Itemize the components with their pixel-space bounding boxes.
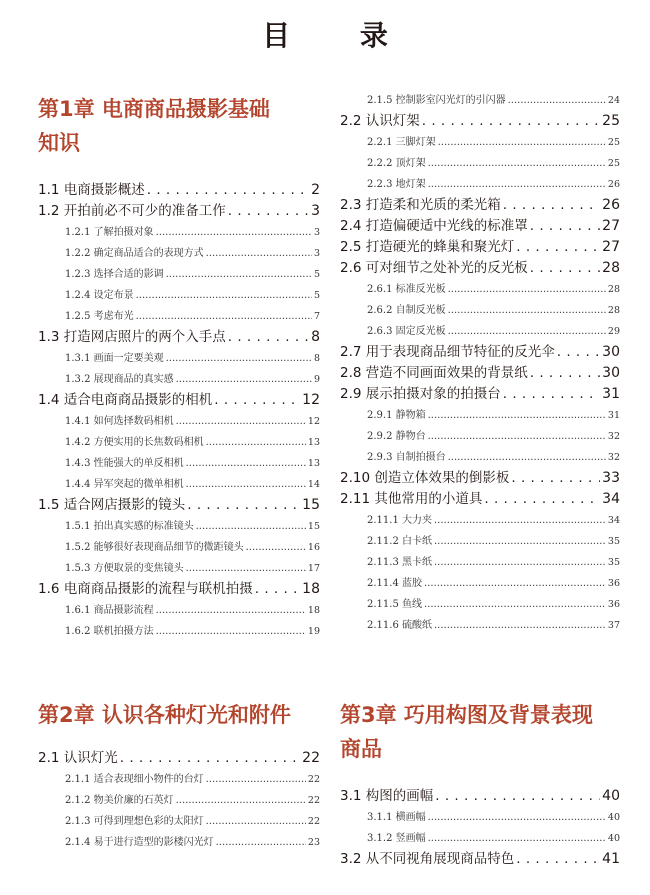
entry-label: 1.1 电商摄影概述 bbox=[38, 182, 145, 198]
toc-section-entry bbox=[340, 111, 620, 132]
entry-page-number: 8 bbox=[313, 353, 320, 364]
dot-leader bbox=[187, 495, 300, 516]
toc-section-entry bbox=[38, 390, 320, 411]
entry-label: 1.4.2 方便实用的长焦数码相机 bbox=[65, 437, 204, 448]
toc-subsection-entry bbox=[38, 264, 320, 285]
toc-section-entry bbox=[340, 489, 620, 510]
right-column-top bbox=[340, 90, 620, 636]
entry-page-number: 25 bbox=[607, 137, 620, 148]
toc-subsection-entry bbox=[38, 558, 320, 579]
entry-page-number: 35 bbox=[607, 536, 620, 547]
entry-page-number: 7 bbox=[313, 311, 320, 322]
entry-page-number: 3 bbox=[313, 248, 320, 259]
toc-subsection-entry bbox=[340, 807, 620, 828]
dot-leader bbox=[424, 594, 606, 615]
entry-label: 1.4.4 异军突起的微单相机 bbox=[65, 479, 184, 490]
dot-leader bbox=[503, 195, 600, 216]
entry-page-number: 40 bbox=[607, 812, 620, 823]
toc-subsection-entry bbox=[38, 432, 320, 453]
dot-leader bbox=[166, 348, 312, 369]
entry-label: 2.1.2 物美价廉的石英灯 bbox=[65, 795, 174, 806]
entry-page-number: 18 bbox=[307, 605, 320, 616]
toc-section-entry bbox=[340, 258, 620, 279]
entry-label: 2.2.2 顶灯架 bbox=[367, 158, 426, 169]
toc-section-entry bbox=[340, 195, 620, 216]
toc-subsection-entry bbox=[38, 811, 320, 832]
dot-leader bbox=[428, 174, 606, 195]
entry-label: 1.2 开拍前必不可少的准备工作 bbox=[38, 203, 226, 219]
entry-label: 1.3.1 画面一定要美观 bbox=[65, 353, 164, 364]
toc-subsection-entry bbox=[340, 510, 620, 531]
entry-label: 1.6 电商商品摄影的流程与联机拍摄 bbox=[38, 581, 253, 597]
entry-page-number: 25 bbox=[607, 158, 620, 169]
dot-leader bbox=[186, 558, 306, 579]
entry-label: 2.7 用于表现商品细节特征的反光伞 bbox=[340, 344, 555, 360]
entry-label: 2.1 认识灯光 bbox=[38, 750, 118, 766]
entry-page-number: 31 bbox=[602, 386, 620, 402]
toc-subsection-entry bbox=[38, 222, 320, 243]
toc-section-entry bbox=[340, 216, 620, 237]
entry-page-number: 34 bbox=[602, 491, 620, 507]
toc-list bbox=[340, 786, 620, 870]
toc-subsection-entry bbox=[38, 537, 320, 558]
entry-label: 2.4 打造偏硬适中光线的标准罩 bbox=[340, 218, 528, 234]
entry-label: 1.4.1 如何选择数码相机 bbox=[65, 416, 174, 427]
dot-leader bbox=[255, 579, 300, 600]
dot-leader bbox=[156, 600, 306, 621]
entry-page-number: 34 bbox=[607, 515, 620, 526]
entry-label: 2.1.3 可得到理想色彩的太阳灯 bbox=[65, 816, 204, 827]
entry-page-number: 28 bbox=[607, 305, 620, 316]
entry-label: 2.6.1 标准反光板 bbox=[367, 284, 446, 295]
entry-label: 2.9.1 静物箱 bbox=[367, 410, 426, 421]
toc-section-entry bbox=[340, 342, 620, 363]
entry-label: 2.11.6 硫酸纸 bbox=[367, 620, 432, 631]
entry-label: 2.11.1 大力夹 bbox=[367, 515, 432, 526]
entry-label: 2.6.3 固定反光板 bbox=[367, 326, 446, 337]
entry-label: 1.2.1 了解拍摄对象 bbox=[65, 227, 154, 238]
chapter1-title-line1: 第1章 电商商品摄影基础 bbox=[38, 97, 270, 121]
entry-label: 1.4 适合电商商品摄影的相机 bbox=[38, 392, 213, 408]
dot-leader bbox=[424, 573, 606, 594]
dot-leader bbox=[120, 748, 300, 769]
toc-section-entry bbox=[38, 180, 320, 201]
toc-subsection-entry bbox=[38, 621, 320, 642]
entry-page-number: 14 bbox=[307, 479, 320, 490]
entry-page-number: 28 bbox=[602, 260, 620, 276]
entry-label: 2.11 其他常用的小道具 bbox=[340, 491, 483, 507]
entry-page-number: 13 bbox=[307, 437, 320, 448]
entry-page-number: 30 bbox=[602, 365, 620, 381]
dot-leader bbox=[428, 828, 606, 849]
entry-page-number: 13 bbox=[307, 458, 320, 469]
dot-leader bbox=[136, 306, 312, 327]
entry-label: 1.4.3 性能强大的单反相机 bbox=[65, 458, 184, 469]
dot-leader bbox=[508, 90, 606, 111]
entry-page-number: 32 bbox=[607, 431, 620, 442]
chapter3-title-line2: 商品 bbox=[340, 737, 382, 761]
entry-page-number: 2 bbox=[311, 182, 320, 198]
dot-leader bbox=[196, 516, 306, 537]
dot-leader bbox=[147, 180, 309, 201]
dot-leader bbox=[448, 447, 606, 468]
entry-page-number: 15 bbox=[302, 497, 320, 513]
entry-page-number: 30 bbox=[602, 344, 620, 360]
entry-page-number: 36 bbox=[607, 578, 620, 589]
entry-page-number: 35 bbox=[607, 557, 620, 568]
entry-label: 2.1.5 控制影室闪光灯的引闪器 bbox=[367, 95, 506, 106]
dot-leader bbox=[176, 369, 312, 390]
toc-section-entry bbox=[340, 849, 620, 870]
dot-leader bbox=[428, 807, 606, 828]
entry-label: 1.5.3 方便取景的变焦镜头 bbox=[65, 563, 184, 574]
entry-label: 2.2.1 三脚灯架 bbox=[367, 137, 436, 148]
dot-leader bbox=[228, 327, 309, 348]
dot-leader bbox=[484, 489, 600, 510]
entry-label: 2.6 可对细节之处补光的反光板 bbox=[340, 260, 528, 276]
chapter3-title-line1: 第3章 巧用构图及背景表现 bbox=[340, 703, 593, 727]
entry-page-number: 15 bbox=[307, 521, 320, 532]
entry-label: 1.2.4 设定布景 bbox=[65, 290, 134, 301]
entry-label: 2.11.5 鱼线 bbox=[367, 599, 422, 610]
dot-leader bbox=[206, 243, 312, 264]
toc-section-entry bbox=[340, 237, 620, 258]
toc-subsection-entry bbox=[340, 90, 620, 111]
dot-leader bbox=[422, 111, 600, 132]
entry-page-number: 27 bbox=[602, 218, 620, 234]
entry-page-number: 40 bbox=[607, 833, 620, 844]
entry-label: 2.2 认识灯架 bbox=[340, 113, 420, 129]
dot-leader bbox=[166, 264, 312, 285]
toc-subsection-entry bbox=[38, 453, 320, 474]
dot-leader bbox=[448, 321, 606, 342]
entry-label: 1.6.1 商品摄影流程 bbox=[65, 605, 154, 616]
entry-page-number: 29 bbox=[607, 326, 620, 337]
entry-page-number: 22 bbox=[307, 795, 320, 806]
entry-label: 2.11.4 蓝胶 bbox=[367, 578, 422, 589]
entry-label: 1.2.2 确定商品适合的表现方式 bbox=[65, 248, 204, 259]
entry-label: 2.9.2 静物台 bbox=[367, 431, 426, 442]
entry-label: 2.8 营造不同画面效果的背景纸 bbox=[340, 365, 528, 381]
entry-label: 2.10 创造立体效果的倒影板 bbox=[340, 470, 510, 486]
entry-page-number: 5 bbox=[313, 269, 320, 280]
entry-page-number: 27 bbox=[602, 239, 620, 255]
entry-label: 2.9.3 自制拍摄台 bbox=[367, 452, 446, 463]
entry-page-number: 9 bbox=[313, 374, 320, 385]
toc-subsection-entry bbox=[340, 531, 620, 552]
dot-leader bbox=[246, 537, 306, 558]
entry-page-number: 40 bbox=[602, 788, 620, 804]
dot-leader bbox=[516, 849, 600, 870]
toc-subsection-entry bbox=[340, 828, 620, 849]
toc-subsection-entry bbox=[38, 516, 320, 537]
toc-subsection-entry bbox=[38, 600, 320, 621]
dot-leader bbox=[448, 279, 606, 300]
entry-label: 3.1.2 竖画幅 bbox=[367, 833, 426, 844]
toc-subsection-entry bbox=[340, 153, 620, 174]
entry-label: 3.1 构图的画幅 bbox=[340, 788, 434, 804]
toc-subsection-entry bbox=[38, 411, 320, 432]
entry-page-number: 26 bbox=[602, 197, 620, 213]
entry-page-number: 22 bbox=[302, 750, 320, 766]
entry-page-number: 23 bbox=[307, 837, 320, 848]
entry-page-number: 3 bbox=[313, 227, 320, 238]
entry-label: 1.5.2 能够很好表现商品细节的微距镜头 bbox=[65, 542, 244, 553]
entry-label: 2.1.1 适合表现细小物件的台灯 bbox=[65, 774, 204, 785]
toc-subsection-entry bbox=[38, 348, 320, 369]
entry-page-number: 33 bbox=[602, 470, 620, 486]
toc-subsection-entry bbox=[340, 426, 620, 447]
dot-leader bbox=[434, 531, 606, 552]
toc-subsection-entry bbox=[340, 615, 620, 636]
dot-leader bbox=[428, 426, 606, 447]
entry-label: 2.2.3 地灯架 bbox=[367, 179, 426, 190]
dot-leader bbox=[216, 832, 306, 853]
toc-subsection-entry bbox=[340, 300, 620, 321]
toc-section-entry bbox=[38, 748, 320, 769]
entry-label: 1.2.3 选择合适的影调 bbox=[65, 269, 164, 280]
dot-leader bbox=[206, 811, 306, 832]
toc-section-entry bbox=[38, 327, 320, 348]
toc-subsection-entry bbox=[38, 832, 320, 853]
entry-page-number: 25 bbox=[602, 113, 620, 129]
dot-leader bbox=[206, 769, 306, 790]
toc-subsection-entry bbox=[340, 552, 620, 573]
page-title: 目 录 bbox=[262, 19, 418, 52]
entry-label: 1.5.1 拍出真实感的标准镜头 bbox=[65, 521, 194, 532]
dot-leader bbox=[228, 201, 309, 222]
left-column-ch1 bbox=[38, 92, 320, 642]
entry-page-number: 24 bbox=[607, 95, 620, 106]
entry-label: 2.5 打造硬光的蜂巢和聚光灯 bbox=[340, 239, 515, 255]
entry-label: 2.11.3 黑卡纸 bbox=[367, 557, 432, 568]
toc-subsection-entry bbox=[38, 790, 320, 811]
entry-label: 2.3 打造柔和光质的柔光箱 bbox=[340, 197, 501, 213]
toc-section-entry bbox=[38, 579, 320, 600]
entry-page-number: 32 bbox=[607, 452, 620, 463]
toc-section-entry bbox=[38, 201, 320, 222]
entry-page-number: 28 bbox=[607, 284, 620, 295]
toc-list bbox=[38, 748, 320, 853]
dot-leader bbox=[206, 432, 306, 453]
dot-leader bbox=[428, 405, 606, 426]
chapter3-title bbox=[340, 698, 620, 766]
toc-subsection-entry bbox=[340, 279, 620, 300]
entry-page-number: 16 bbox=[307, 542, 320, 553]
dot-leader bbox=[434, 510, 606, 531]
toc-list bbox=[340, 90, 620, 636]
entry-page-number: 18 bbox=[302, 581, 320, 597]
toc-subsection-entry bbox=[340, 174, 620, 195]
toc-subsection-entry bbox=[340, 405, 620, 426]
dot-leader bbox=[186, 474, 306, 495]
dot-leader bbox=[434, 615, 606, 636]
entry-label: 3.2 从不同视角展现商品特色 bbox=[340, 851, 515, 867]
dot-leader bbox=[530, 363, 600, 384]
toc-subsection-entry bbox=[38, 285, 320, 306]
entry-label: 2.1.4 易于进行造型的影楼闪光灯 bbox=[65, 837, 214, 848]
dot-leader bbox=[434, 552, 606, 573]
dot-leader bbox=[557, 342, 600, 363]
toc-subsection-entry bbox=[340, 321, 620, 342]
dot-leader bbox=[428, 153, 606, 174]
toc-subsection-entry bbox=[38, 243, 320, 264]
dot-leader bbox=[516, 237, 600, 258]
entry-page-number: 22 bbox=[307, 774, 320, 785]
dot-leader bbox=[176, 411, 306, 432]
dot-leader bbox=[503, 384, 600, 405]
entry-page-number: 8 bbox=[311, 329, 320, 345]
entry-page-number: 26 bbox=[607, 179, 620, 190]
chapter1-title-line2: 知识 bbox=[38, 131, 80, 155]
entry-label: 3.1.1 横画幅 bbox=[367, 812, 426, 823]
dot-leader bbox=[448, 300, 606, 321]
entry-page-number: 17 bbox=[307, 563, 320, 574]
dot-leader bbox=[136, 285, 312, 306]
dot-leader bbox=[438, 132, 606, 153]
toc-subsection-entry bbox=[38, 306, 320, 327]
entry-page-number: 5 bbox=[313, 290, 320, 301]
toc-section-entry bbox=[340, 384, 620, 405]
entry-page-number: 12 bbox=[302, 392, 320, 408]
chapter2-title bbox=[38, 698, 320, 732]
dot-leader bbox=[176, 790, 306, 811]
toc-section-entry bbox=[340, 786, 620, 807]
dot-leader bbox=[511, 468, 600, 489]
toc-subsection-entry bbox=[340, 594, 620, 615]
dot-leader bbox=[156, 222, 312, 243]
dot-leader bbox=[186, 453, 306, 474]
toc-section-entry bbox=[38, 495, 320, 516]
entry-page-number: 12 bbox=[307, 416, 320, 427]
toc-subsection-entry bbox=[38, 769, 320, 790]
entry-label: 2.11.2 白卡纸 bbox=[367, 536, 432, 547]
toc-subsection-entry bbox=[340, 573, 620, 594]
entry-page-number: 41 bbox=[602, 851, 620, 867]
entry-label: 1.3 打造网店照片的两个入手点 bbox=[38, 329, 226, 345]
toc-subsection-entry bbox=[340, 447, 620, 468]
left-column-ch2 bbox=[38, 698, 320, 853]
entry-page-number: 36 bbox=[607, 599, 620, 610]
right-column-ch3 bbox=[340, 698, 620, 870]
entry-label: 1.6.2 联机拍摄方法 bbox=[65, 626, 154, 637]
dot-leader bbox=[435, 786, 600, 807]
entry-label: 1.5 适合网店摄影的镜头 bbox=[38, 497, 186, 513]
entry-page-number: 19 bbox=[307, 626, 320, 637]
toc-section-entry bbox=[340, 363, 620, 384]
entry-label: 2.9 展示拍摄对象的拍摄台 bbox=[340, 386, 501, 402]
chapter1-title bbox=[38, 92, 320, 160]
toc-subsection-entry bbox=[38, 369, 320, 390]
dot-leader bbox=[156, 621, 306, 642]
toc-list bbox=[38, 180, 320, 642]
toc-subsection-entry bbox=[340, 132, 620, 153]
entry-page-number: 3 bbox=[311, 203, 320, 219]
entry-page-number: 31 bbox=[607, 410, 620, 421]
dot-leader bbox=[530, 258, 600, 279]
toc-subsection-entry bbox=[38, 474, 320, 495]
entry-page-number: 37 bbox=[607, 620, 620, 631]
entry-label: 2.6.2 自制反光板 bbox=[367, 305, 446, 316]
chapter2-title-line1: 第2章 认识各种灯光和附件 bbox=[38, 703, 291, 727]
entry-label: 1.2.5 考虑布光 bbox=[65, 311, 134, 322]
toc-section-entry bbox=[340, 468, 620, 489]
dot-leader bbox=[530, 216, 600, 237]
dot-leader bbox=[214, 390, 300, 411]
entry-label: 1.3.2 展现商品的真实感 bbox=[65, 374, 174, 385]
entry-page-number: 22 bbox=[307, 816, 320, 827]
